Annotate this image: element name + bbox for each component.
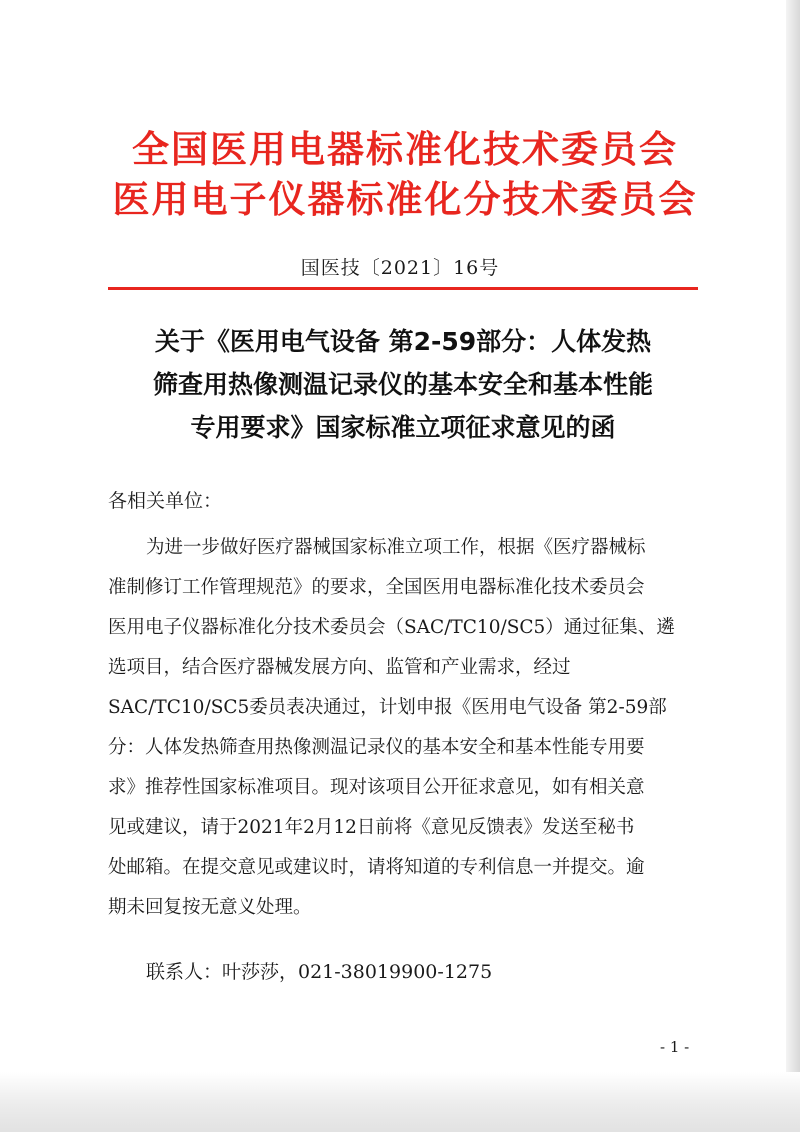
body-line: 选项目，结合医疗器械发展方向、监管和产业需求，经过 (108, 657, 571, 678)
org-name-line-1: 全国医用电器标准化技术委员会 (132, 127, 678, 171)
salutation: 各相关单位： (108, 490, 223, 512)
issuing-organizations (110, 124, 700, 224)
body-line: 期未回复按无意义处理。 (108, 897, 312, 918)
scan-edge-shadow (786, 0, 800, 1132)
title-line-3: 专用要求》国家标准立项征求意见的函 (190, 413, 616, 442)
title-line-1: 关于《医用电气设备 第2-59部分：人体发热 (154, 327, 652, 356)
page-number: - 1 - (660, 1038, 690, 1056)
body-line: 为进一步做好医疗器械国家标准立项工作，根据《医疗器械标 (146, 537, 646, 558)
document-title (98, 320, 708, 449)
body-line: 准制修订工作管理规范》的要求，全国医用电器标准化技术委员会 (108, 577, 645, 598)
body-line: 处邮箱。在提交意见或建议时，请将知道的专利信息一并提交。逾 (108, 857, 645, 878)
document-number: 国医技〔2021〕16号 (300, 257, 500, 279)
scan-bottom-shadow (0, 1072, 800, 1132)
body-paragraph (108, 528, 700, 928)
body-line: SAC/TC10/SC5委员表决通过，计划申报《医用电气设备 第2-59部 (108, 697, 667, 718)
contact-person: 联系人：叶莎莎，021-38019900-1275 (146, 961, 493, 983)
title-line-2: 筛查用热像测温记录仪的基本安全和基本性能 (152, 370, 653, 399)
red-separator-line (108, 287, 698, 290)
org-name-line-2: 医用电子仪器标准化分技术委员会 (112, 177, 698, 221)
body-line: 医用电子仪器标准化分技术委员会（SAC/TC10/SC5）通过征集、遴 (108, 617, 675, 638)
body-line: 求》推荐性国家标准项目。现对该项目公开征求意见，如有相关意 (108, 777, 645, 798)
body-line: 见或建议，请于2021年2月12日前将《意见反馈表》发送至秘书 (108, 817, 635, 838)
body-line: 分：人体发热筛查用热像测温记录仪的基本安全和基本性能专用要 (108, 737, 645, 758)
